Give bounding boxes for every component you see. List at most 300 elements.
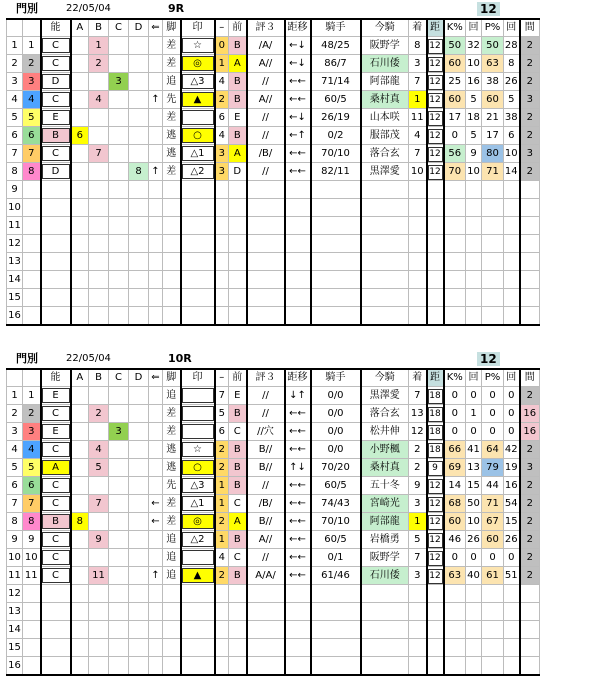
move-cell: ↓↑	[285, 387, 311, 405]
eval-cell	[247, 181, 285, 199]
mark-cell	[181, 163, 215, 181]
c-cell	[109, 387, 129, 405]
prev-cell: E	[229, 109, 247, 127]
prev-cell	[229, 199, 247, 217]
distance-cell	[427, 181, 444, 199]
interval-cell: 2	[520, 513, 540, 531]
jockey-cell: 阿部龍	[361, 513, 409, 531]
gate-number	[23, 235, 41, 253]
b-cell	[89, 181, 109, 199]
place-cell: 1	[409, 513, 427, 531]
a-cell: 6	[71, 127, 89, 145]
distance-cell	[427, 109, 444, 127]
d-cell	[129, 513, 149, 531]
mark-box	[182, 550, 214, 565]
c-cell	[109, 55, 129, 73]
minus-cell	[215, 253, 229, 271]
column-header: 回	[504, 19, 520, 37]
c-cell	[109, 91, 129, 109]
p-pct-cell	[482, 603, 504, 621]
distance-box: 18	[428, 425, 443, 440]
distance-box: 12	[428, 39, 443, 54]
column-header: C	[109, 19, 129, 37]
ability-cell	[41, 307, 71, 326]
ability-box: C	[42, 406, 70, 421]
d-cell	[129, 441, 149, 459]
gate-number: 3	[23, 73, 41, 91]
prev-cell: D	[229, 163, 247, 181]
mark-cell	[181, 531, 215, 549]
move-cell	[285, 603, 311, 621]
move-cell: ←←	[285, 513, 311, 531]
row-number: 2	[7, 405, 23, 423]
table-row	[7, 253, 540, 271]
a-cell	[71, 405, 89, 423]
venue-label: 門別	[16, 2, 38, 15]
ability-box: C	[42, 478, 70, 493]
kyaku-cell	[163, 585, 181, 603]
c-cell: 3	[109, 423, 129, 441]
kyaku-cell: 逃	[163, 145, 181, 163]
distance-cell	[427, 657, 444, 676]
interval-cell: 3	[520, 145, 540, 163]
minus-cell: 6	[215, 423, 229, 441]
distance-box: 12	[428, 111, 443, 126]
k-pct-cell	[444, 271, 466, 289]
kyaku-cell: 差	[163, 163, 181, 181]
interval-cell: 3	[520, 91, 540, 109]
p-pct-cell	[482, 271, 504, 289]
arrow-cell	[149, 459, 163, 477]
row-number: 5	[7, 459, 23, 477]
table-row	[7, 387, 540, 405]
move-cell	[285, 307, 311, 326]
a-cell	[71, 621, 89, 639]
p-pct-cell: 71	[482, 163, 504, 181]
a-cell	[71, 387, 89, 405]
prev-cell	[229, 307, 247, 326]
move-cell: ↑↓	[285, 459, 311, 477]
place-cell: 7	[409, 145, 427, 163]
table-row	[7, 289, 540, 307]
a-cell	[71, 585, 89, 603]
ability-box: C	[42, 568, 70, 583]
d-cell	[129, 55, 149, 73]
k-pct-cell	[444, 235, 466, 253]
a-cell	[71, 639, 89, 657]
ability-cell	[41, 495, 71, 513]
eval-cell: A//	[247, 55, 285, 73]
kyaku-cell	[163, 307, 181, 326]
arrow-cell	[149, 253, 163, 271]
jockey-stat-cell	[311, 603, 361, 621]
p-count-cell	[504, 603, 520, 621]
move-cell: ←←	[285, 423, 311, 441]
interval-cell	[520, 603, 540, 621]
mark-cell	[181, 271, 215, 289]
prev-cell: B	[229, 91, 247, 109]
mark-cell	[181, 307, 215, 326]
k-pct-cell	[444, 657, 466, 676]
kyaku-cell: 先	[163, 477, 181, 495]
place-cell: 4	[409, 127, 427, 145]
eval-cell: //	[247, 163, 285, 181]
place-cell: 2	[409, 459, 427, 477]
interval-cell	[520, 235, 540, 253]
mark-cell	[181, 109, 215, 127]
header-blank	[23, 369, 41, 387]
distance-cell	[427, 37, 444, 55]
p-count-cell: 0	[504, 549, 520, 567]
p-pct-cell: 38	[482, 73, 504, 91]
eval-cell: //	[247, 405, 285, 423]
k-pct-cell	[444, 199, 466, 217]
ability-box: C	[42, 92, 70, 107]
jockey-stat-cell: 0/2	[311, 127, 361, 145]
gate-number	[23, 181, 41, 199]
move-cell	[285, 289, 311, 307]
jockey-cell: 山本咲	[361, 109, 409, 127]
a-cell	[71, 181, 89, 199]
k-count-cell	[466, 621, 482, 639]
c-cell	[109, 37, 129, 55]
b-cell	[89, 253, 109, 271]
c-cell	[109, 109, 129, 127]
minus-cell: 1	[215, 531, 229, 549]
kyaku-cell: 逃	[163, 441, 181, 459]
p-pct-cell: 17	[482, 127, 504, 145]
prev-cell	[229, 657, 247, 676]
prev-cell: A	[229, 55, 247, 73]
row-number: 4	[7, 91, 23, 109]
distance-cell	[427, 289, 444, 307]
place-cell	[409, 181, 427, 199]
prev-cell: C	[229, 549, 247, 567]
kyaku-cell	[163, 657, 181, 676]
mark-box: △1	[182, 496, 214, 511]
minus-cell: 5	[215, 405, 229, 423]
sheet-header	[0, 2, 606, 16]
p-pct-cell: 0	[482, 549, 504, 567]
jockey-stat-cell	[311, 253, 361, 271]
gate-number	[23, 307, 41, 326]
p-count-cell: 0	[504, 387, 520, 405]
ability-box: B	[42, 128, 70, 143]
column-header: 騎手	[311, 369, 361, 387]
arrow-cell	[149, 585, 163, 603]
minus-cell: 3	[215, 163, 229, 181]
p-count-cell: 8	[504, 55, 520, 73]
kyaku-cell: 差	[163, 109, 181, 127]
p-pct-cell: 63	[482, 55, 504, 73]
prev-cell: B	[229, 567, 247, 585]
ability-cell	[41, 163, 71, 181]
c-cell	[109, 405, 129, 423]
jockey-cell: 阿部龍	[361, 73, 409, 91]
eval-cell: /B/	[247, 145, 285, 163]
row-number: 9	[7, 181, 23, 199]
mark-box: ☆	[182, 38, 214, 53]
row-number: 16	[7, 307, 23, 326]
distance-cell	[427, 217, 444, 235]
k-pct-cell: 60	[444, 55, 466, 73]
move-cell	[285, 621, 311, 639]
distance-cell	[427, 73, 444, 91]
ability-cell	[41, 271, 71, 289]
eval-cell	[247, 253, 285, 271]
kyaku-cell: 追	[163, 549, 181, 567]
row-number: 2	[7, 55, 23, 73]
column-header: ⇐	[149, 19, 163, 37]
place-cell: 3	[409, 55, 427, 73]
gate-number: 4	[23, 91, 41, 109]
table-row	[7, 271, 540, 289]
distance-cell	[427, 91, 444, 109]
distance-box: 12	[428, 533, 443, 548]
prev-cell: B	[229, 531, 247, 549]
distance-cell	[427, 253, 444, 271]
place-cell: 2	[409, 441, 427, 459]
mark-cell	[181, 181, 215, 199]
p-count-cell	[504, 217, 520, 235]
column-header: 能	[41, 369, 71, 387]
move-cell	[285, 217, 311, 235]
header-blank	[23, 19, 41, 37]
k-count-cell: 32	[466, 37, 482, 55]
column-header: –	[215, 369, 229, 387]
interval-cell: 2	[520, 495, 540, 513]
interval-cell	[520, 657, 540, 676]
ability-cell	[41, 235, 71, 253]
k-count-cell: 9	[466, 145, 482, 163]
kyaku-cell: 追	[163, 73, 181, 91]
eval-cell: B//	[247, 459, 285, 477]
place-cell: 7	[409, 549, 427, 567]
move-cell	[285, 271, 311, 289]
p-pct-cell: 0	[482, 405, 504, 423]
ability-cell	[41, 639, 71, 657]
c-cell	[109, 441, 129, 459]
distance-box: 12	[428, 515, 443, 530]
distance-cell	[427, 639, 444, 657]
d-cell	[129, 621, 149, 639]
distance-box: 18	[428, 443, 443, 458]
race-table	[6, 18, 540, 326]
table-row	[7, 73, 540, 91]
date-label: 22/05/04	[66, 353, 111, 364]
a-cell	[71, 91, 89, 109]
distance-cell	[427, 495, 444, 513]
jockey-cell	[361, 585, 409, 603]
arrow-cell	[149, 271, 163, 289]
interval-cell	[520, 271, 540, 289]
interval-cell	[520, 307, 540, 326]
jockey-cell: 桑村真	[361, 91, 409, 109]
place-cell: 12	[409, 423, 427, 441]
k-pct-cell: 0	[444, 423, 466, 441]
jockey-stat-cell: 60/5	[311, 531, 361, 549]
jockey-stat-cell: 61/46	[311, 567, 361, 585]
arrow-cell: ↑	[149, 163, 163, 181]
a-cell	[71, 253, 89, 271]
row-number: 16	[7, 657, 23, 676]
table-row	[7, 477, 540, 495]
minus-cell	[215, 621, 229, 639]
place-cell: 8	[409, 37, 427, 55]
mark-cell	[181, 253, 215, 271]
minus-cell	[215, 199, 229, 217]
sheet-header	[0, 352, 606, 366]
eval-cell	[247, 217, 285, 235]
k-pct-cell: 25	[444, 73, 466, 91]
kyaku-cell	[163, 621, 181, 639]
p-pct-cell: 67	[482, 513, 504, 531]
distance-cell	[427, 387, 444, 405]
b-cell: 2	[89, 405, 109, 423]
column-header: 距	[427, 369, 444, 387]
minus-cell: 1	[215, 477, 229, 495]
kyaku-cell	[163, 217, 181, 235]
mark-cell	[181, 289, 215, 307]
arrow-cell	[149, 531, 163, 549]
mark-box: ○	[182, 128, 214, 143]
minus-cell: 2	[215, 91, 229, 109]
arrow-cell	[149, 441, 163, 459]
k-pct-cell: 0	[444, 549, 466, 567]
b-cell	[89, 513, 109, 531]
k-count-cell	[466, 235, 482, 253]
place-cell: 7	[409, 387, 427, 405]
a-cell	[71, 495, 89, 513]
p-count-cell: 42	[504, 441, 520, 459]
arrow-cell: ↑	[149, 567, 163, 585]
move-cell	[285, 199, 311, 217]
b-cell	[89, 73, 109, 91]
place-cell	[409, 199, 427, 217]
p-pct-cell: 60	[482, 91, 504, 109]
d-cell	[129, 459, 149, 477]
row-number: 7	[7, 145, 23, 163]
jockey-cell: 黒澤愛	[361, 163, 409, 181]
p-count-cell: 54	[504, 495, 520, 513]
arrow-cell	[149, 387, 163, 405]
a-cell	[71, 109, 89, 127]
minus-cell: 7	[215, 387, 229, 405]
b-cell	[89, 289, 109, 307]
interval-cell: 2	[520, 441, 540, 459]
jockey-cell	[361, 235, 409, 253]
d-cell	[129, 603, 149, 621]
mark-cell	[181, 73, 215, 91]
mark-cell	[181, 127, 215, 145]
mark-cell	[181, 91, 215, 109]
place-cell: 7	[409, 73, 427, 91]
interval-cell: 2	[520, 127, 540, 145]
place-cell: 1	[409, 91, 427, 109]
d-cell	[129, 253, 149, 271]
prev-cell	[229, 621, 247, 639]
column-header: P%	[482, 369, 504, 387]
gate-number	[23, 639, 41, 657]
distance-box: 12	[428, 497, 443, 512]
k-count-cell: 13	[466, 459, 482, 477]
table-row	[7, 585, 540, 603]
gate-number: 8	[23, 163, 41, 181]
k-count-cell: 15	[466, 477, 482, 495]
jockey-stat-cell	[311, 307, 361, 326]
p-count-cell: 26	[504, 531, 520, 549]
prev-cell	[229, 585, 247, 603]
minus-cell	[215, 235, 229, 253]
jockey-cell: 桑村真	[361, 459, 409, 477]
p-count-cell	[504, 271, 520, 289]
minus-cell: 4	[215, 549, 229, 567]
ability-cell	[41, 477, 71, 495]
table-row	[7, 603, 540, 621]
interval-cell: 2	[520, 567, 540, 585]
p-count-cell: 26	[504, 73, 520, 91]
d-cell	[129, 91, 149, 109]
mark-cell	[181, 423, 215, 441]
mark-box: △3	[182, 478, 214, 493]
d-cell	[129, 37, 149, 55]
a-cell	[71, 217, 89, 235]
prev-cell	[229, 271, 247, 289]
minus-cell	[215, 271, 229, 289]
c-cell	[109, 217, 129, 235]
k-pct-cell: 17	[444, 109, 466, 127]
interval-cell	[520, 181, 540, 199]
mark-cell	[181, 387, 215, 405]
a-cell	[71, 477, 89, 495]
jockey-stat-cell: 71/14	[311, 73, 361, 91]
row-number: 8	[7, 513, 23, 531]
column-header: 評３	[247, 369, 285, 387]
jockey-cell: 阪野学	[361, 37, 409, 55]
row-number: 12	[7, 585, 23, 603]
interval-cell	[520, 253, 540, 271]
p-pct-cell	[482, 639, 504, 657]
arrow-cell	[149, 405, 163, 423]
eval-cell: //	[247, 109, 285, 127]
k-count-cell: 50	[466, 495, 482, 513]
p-count-cell	[504, 181, 520, 199]
mark-cell	[181, 217, 215, 235]
eval-cell: A/A/	[247, 567, 285, 585]
mark-cell	[181, 199, 215, 217]
interval-cell: 3	[520, 459, 540, 477]
row-number: 15	[7, 289, 23, 307]
place-cell: 5	[409, 531, 427, 549]
column-header: K%	[444, 19, 466, 37]
d-cell	[129, 127, 149, 145]
table-row	[7, 181, 540, 199]
minus-cell: 1	[215, 495, 229, 513]
table-row	[7, 567, 540, 585]
column-header: 印	[181, 19, 215, 37]
row-number: 5	[7, 109, 23, 127]
a-cell	[71, 423, 89, 441]
p-pct-cell: 71	[482, 495, 504, 513]
distance-cell	[427, 55, 444, 73]
jockey-cell: 小野楓	[361, 441, 409, 459]
jockey-stat-cell: 70/10	[311, 513, 361, 531]
ability-box: C	[42, 442, 70, 457]
table-row	[7, 127, 540, 145]
distance-cell	[427, 127, 444, 145]
c-cell	[109, 307, 129, 326]
minus-cell	[215, 657, 229, 676]
